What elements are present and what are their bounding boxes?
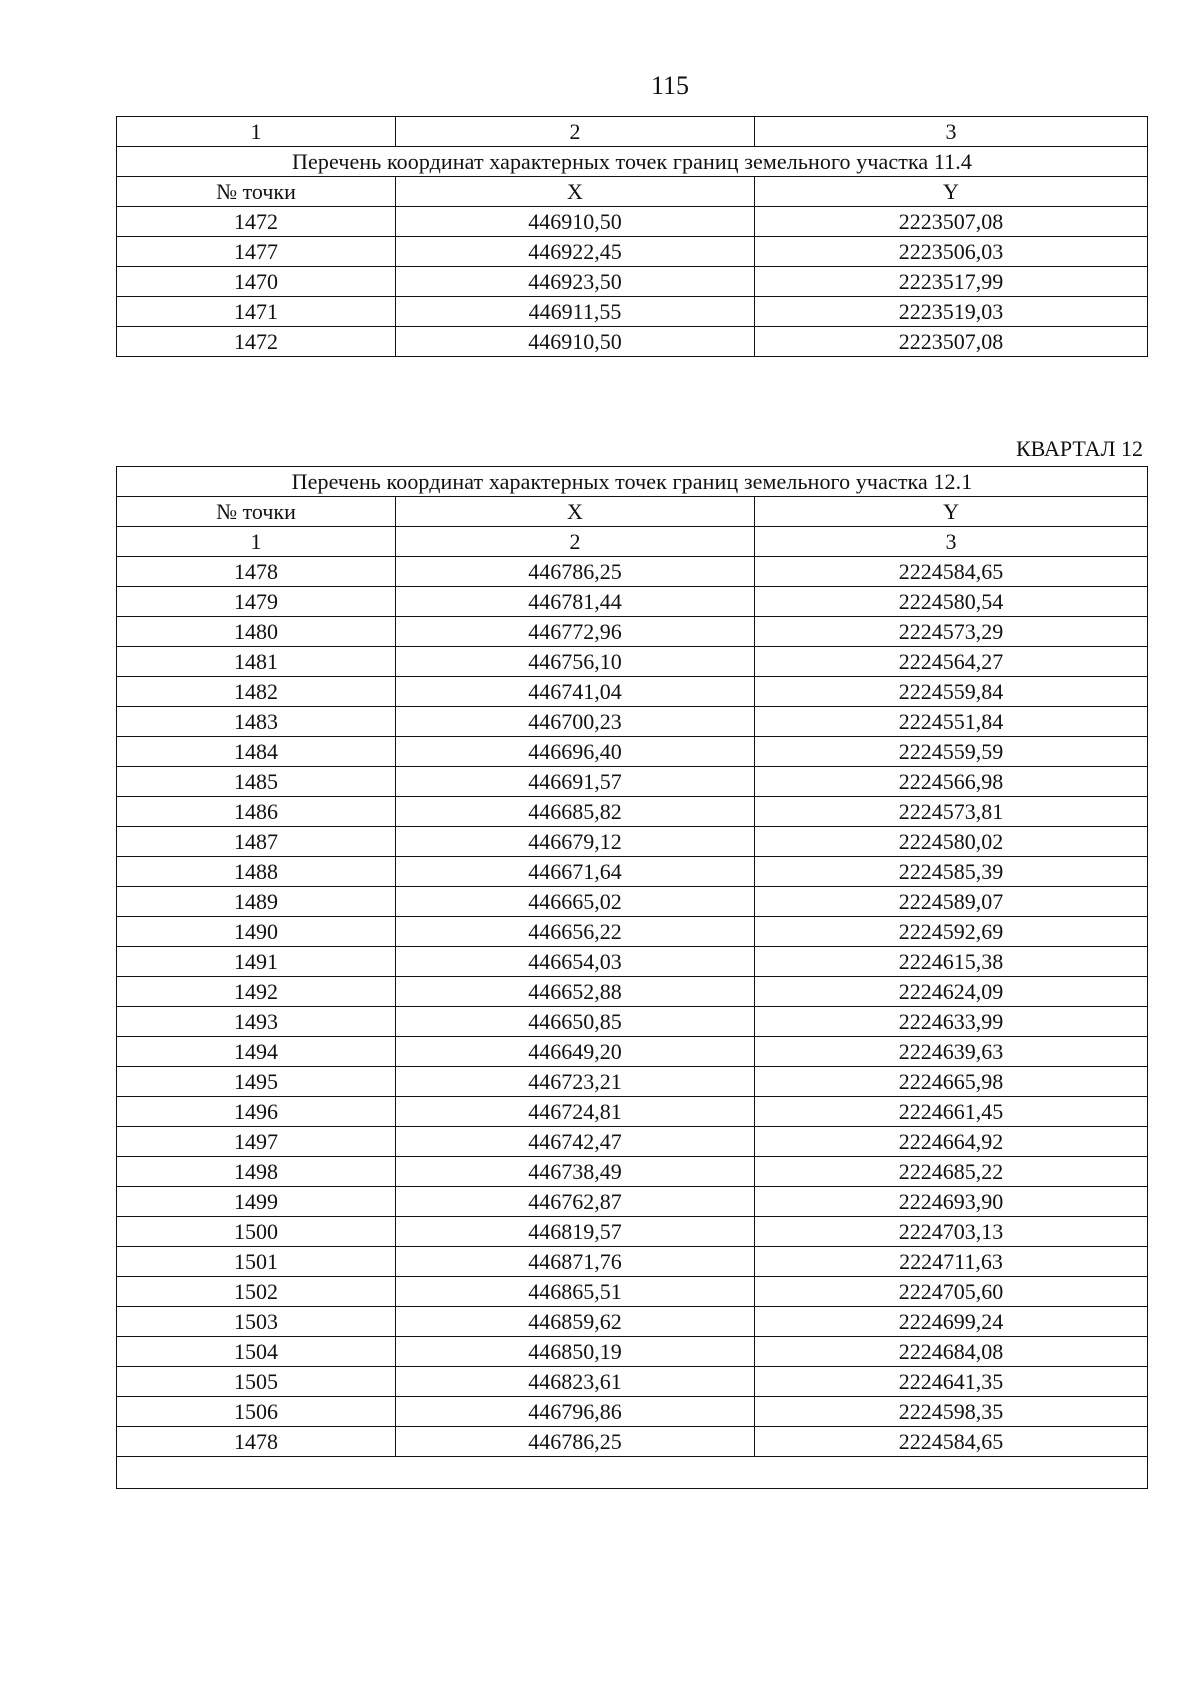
x-coordinate-cell: 446742,47 [396,1127,755,1157]
point-number-cell: 1497 [117,1127,396,1157]
y-coordinate-cell: 2224641,35 [755,1367,1148,1397]
y-coordinate-cell: 2224664,92 [755,1127,1148,1157]
x-coordinate-cell: 446665,02 [396,887,755,917]
point-number-cell: 1500 [117,1217,396,1247]
column-number-cell: 1 [117,117,396,147]
header-row [117,177,1148,207]
table-row [117,327,1148,357]
y-coordinate-cell: 2224559,59 [755,737,1148,767]
y-coordinate-cell: 2224585,39 [755,857,1148,887]
x-coordinate-cell: 446723,21 [396,1067,755,1097]
x-coordinate-cell: 446650,85 [396,1007,755,1037]
header-point-number: № точки [117,177,396,207]
point-number-cell: 1492 [117,977,396,1007]
table-row [117,887,1148,917]
x-coordinate-cell: 446772,96 [396,617,755,647]
point-number-cell: 1483 [117,707,396,737]
table-row [117,857,1148,887]
point-number-cell: 1493 [117,1007,396,1037]
y-coordinate-cell: 2224693,90 [755,1187,1148,1217]
table-row [117,267,1148,297]
table-row [117,917,1148,947]
table-row [117,677,1148,707]
table-row [117,977,1148,1007]
y-coordinate-cell: 2224551,84 [755,707,1148,737]
table-row [117,1157,1148,1187]
header-x: X [396,497,755,527]
y-coordinate-cell: 2224665,98 [755,1067,1148,1097]
point-number-cell: 1481 [117,647,396,677]
point-number-cell: 1506 [117,1397,396,1427]
x-coordinate-cell: 446850,19 [396,1337,755,1367]
x-coordinate-cell: 446756,10 [396,647,755,677]
y-coordinate-cell: 2223517,99 [755,267,1148,297]
y-coordinate-cell: 2224589,07 [755,887,1148,917]
point-number-cell: 1487 [117,827,396,857]
y-coordinate-cell: 2224711,63 [755,1247,1148,1277]
table-row [117,947,1148,977]
point-number-cell: 1496 [117,1097,396,1127]
y-coordinate-cell: 2224705,60 [755,1277,1148,1307]
table-row [117,237,1148,267]
coordinates-table-11-4 [116,116,1148,357]
y-coordinate-cell: 2224639,63 [755,1037,1148,1067]
table-row [117,1247,1148,1277]
table-row [117,767,1148,797]
x-coordinate-cell: 446738,49 [396,1157,755,1187]
y-coordinate-cell: 2224573,81 [755,797,1148,827]
x-coordinate-cell: 446724,81 [396,1097,755,1127]
point-number-cell: 1478 [117,1427,396,1457]
empty-row [117,1457,1148,1489]
table-row [117,1217,1148,1247]
table-title-row [117,467,1148,497]
x-coordinate-cell: 446652,88 [396,977,755,1007]
table-title-row [117,147,1148,177]
column-number-cell: 3 [755,527,1148,557]
point-number-cell: 1489 [117,887,396,917]
x-coordinate-cell: 446865,51 [396,1277,755,1307]
table-row [117,207,1148,237]
table-row [117,707,1148,737]
column-number-cell: 2 [396,527,755,557]
x-coordinate-cell: 446911,55 [396,297,755,327]
y-coordinate-cell: 2224684,08 [755,1337,1148,1367]
table-row [117,1277,1148,1307]
y-coordinate-cell: 2224580,02 [755,827,1148,857]
point-number-cell: 1477 [117,237,396,267]
x-coordinate-cell: 446871,76 [396,1247,755,1277]
x-coordinate-cell: 446741,04 [396,677,755,707]
table-row [117,1367,1148,1397]
table-row [117,1127,1148,1157]
x-coordinate-cell: 446700,23 [396,707,755,737]
y-coordinate-cell: 2224615,38 [755,947,1148,977]
x-coordinate-cell: 446796,86 [396,1397,755,1427]
empty-cell [117,1457,1148,1489]
y-coordinate-cell: 2224661,45 [755,1097,1148,1127]
point-number-cell: 1482 [117,677,396,707]
table-row [117,647,1148,677]
x-coordinate-cell: 446922,45 [396,237,755,267]
y-coordinate-cell: 2224564,27 [755,647,1148,677]
column-number-row [117,117,1148,147]
table-row [117,1007,1148,1037]
point-number-cell: 1491 [117,947,396,977]
table-row [117,737,1148,767]
point-number-cell: 1488 [117,857,396,887]
point-number-cell: 1471 [117,297,396,327]
column-number-row [117,527,1148,557]
y-coordinate-cell: 2224584,65 [755,1427,1148,1457]
x-coordinate-cell: 446859,62 [396,1307,755,1337]
x-coordinate-cell: 446762,87 [396,1187,755,1217]
y-coordinate-cell: 2223507,08 [755,327,1148,357]
point-number-cell: 1486 [117,797,396,827]
y-coordinate-cell: 2224584,65 [755,557,1148,587]
header-row [117,497,1148,527]
point-number-cell: 1499 [117,1187,396,1217]
y-coordinate-cell: 2224559,84 [755,677,1148,707]
x-coordinate-cell: 446786,25 [396,557,755,587]
point-number-cell: 1502 [117,1277,396,1307]
x-coordinate-cell: 446910,50 [396,327,755,357]
table-row [117,1337,1148,1367]
header-y: Y [755,497,1148,527]
point-number-cell: 1505 [117,1367,396,1397]
table-row [117,1307,1148,1337]
y-coordinate-cell: 2224633,99 [755,1007,1148,1037]
point-number-cell: 1479 [117,587,396,617]
y-coordinate-cell: 2224624,09 [755,977,1148,1007]
table-row [117,297,1148,327]
y-coordinate-cell: 2224573,29 [755,617,1148,647]
y-coordinate-cell: 2223519,03 [755,297,1148,327]
y-coordinate-cell: 2223506,03 [755,237,1148,267]
x-coordinate-cell: 446781,44 [396,587,755,617]
x-coordinate-cell: 446656,22 [396,917,755,947]
section-label: КВАРТАЛ 12 [1015,436,1143,461]
table-row [117,1397,1148,1427]
table-row [117,1097,1148,1127]
table-row [117,617,1148,647]
table-row [117,797,1148,827]
point-number-cell: 1498 [117,1157,396,1187]
table-row [117,1067,1148,1097]
point-number-cell: 1501 [117,1247,396,1277]
x-coordinate-cell: 446696,40 [396,737,755,767]
y-coordinate-cell: 2224703,13 [755,1217,1148,1247]
table-row [117,1187,1148,1217]
point-number-cell: 1503 [117,1307,396,1337]
x-coordinate-cell: 446819,57 [396,1217,755,1247]
x-coordinate-cell: 446786,25 [396,1427,755,1457]
x-coordinate-cell: 446685,82 [396,797,755,827]
point-number-cell: 1472 [117,327,396,357]
coordinates-table-12-1 [116,466,1148,1489]
y-coordinate-cell: 2224592,69 [755,917,1148,947]
y-coordinate-cell: 2224580,54 [755,587,1148,617]
point-number-cell: 1504 [117,1337,396,1367]
table-row [117,827,1148,857]
x-coordinate-cell: 446654,03 [396,947,755,977]
point-number-cell: 1472 [117,207,396,237]
column-number-cell: 1 [117,527,396,557]
header-point-number: № точки [117,497,396,527]
point-number-cell: 1484 [117,737,396,767]
table-title: Перечень координат характерных точек границ земельного участка 12.1 [117,467,1148,497]
y-coordinate-cell: 2224699,24 [755,1307,1148,1337]
point-number-cell: 1470 [117,267,396,297]
page-number: 115 [650,71,690,100]
x-coordinate-cell: 446910,50 [396,207,755,237]
table-row [117,557,1148,587]
table-title: Перечень координат характерных точек границ земельного участка 11.4 [117,147,1148,177]
point-number-cell: 1494 [117,1037,396,1067]
y-coordinate-cell: 2224685,22 [755,1157,1148,1187]
point-number-cell: 1495 [117,1067,396,1097]
table-row [117,587,1148,617]
column-number-cell: 3 [755,117,1148,147]
y-coordinate-cell: 2223507,08 [755,207,1148,237]
y-coordinate-cell: 2224566,98 [755,767,1148,797]
point-number-cell: 1490 [117,917,396,947]
point-number-cell: 1480 [117,617,396,647]
table-row [117,1427,1148,1457]
y-coordinate-cell: 2224598,35 [755,1397,1148,1427]
header-y: Y [755,177,1148,207]
point-number-cell: 1485 [117,767,396,797]
table-row [117,1037,1148,1067]
x-coordinate-cell: 446923,50 [396,267,755,297]
point-number-cell: 1478 [117,557,396,587]
x-coordinate-cell: 446823,61 [396,1367,755,1397]
x-coordinate-cell: 446649,20 [396,1037,755,1067]
header-x: X [396,177,755,207]
x-coordinate-cell: 446671,64 [396,857,755,887]
column-number-cell: 2 [396,117,755,147]
x-coordinate-cell: 446691,57 [396,767,755,797]
x-coordinate-cell: 446679,12 [396,827,755,857]
